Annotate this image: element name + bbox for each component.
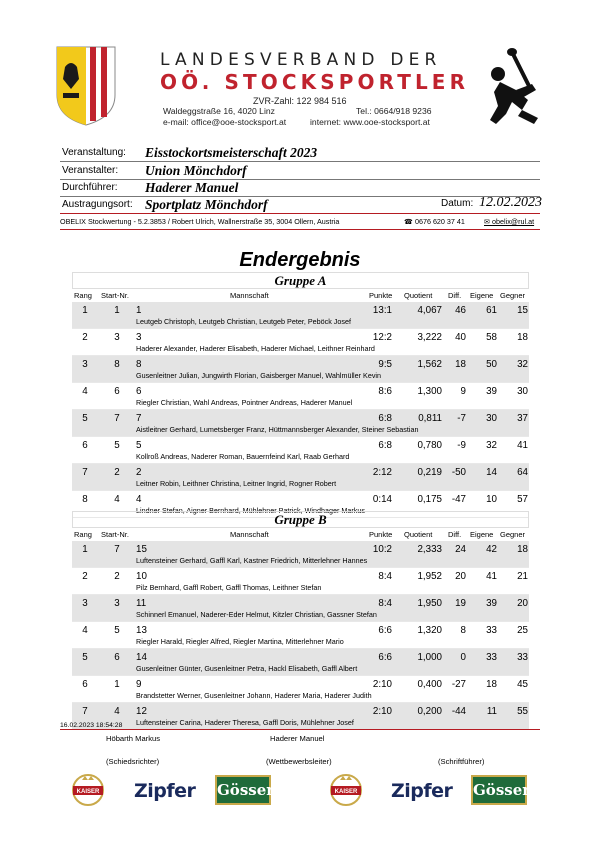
diff-cell: 20 — [455, 571, 466, 582]
start-number-cell: 1 — [114, 679, 120, 690]
team-members: Aistleitner Gerhard, Lumetsberger Franz, Hüttmannsberger Alexander, Steiner Sebastian — [136, 425, 419, 434]
veranstaltung-value: Eisstockortsmeisterschaft 2023 — [145, 145, 318, 160]
col-start: Start-Nr. — [101, 530, 129, 539]
red-divider — [60, 213, 540, 214]
team-members: Pilz Bernhard, Gaffl Robert, Gaffl Thomas, Leithner Stefan — [136, 583, 322, 592]
table-row — [72, 541, 529, 568]
gegner-cell: 41 — [517, 440, 528, 451]
rang-cell: 3 — [82, 359, 88, 370]
eigene-cell: 42 — [486, 544, 497, 555]
referee-name: Höbarth Markus — [106, 734, 161, 743]
gegner-cell: 18 — [517, 544, 528, 555]
team-members: Riegler Harald, Riegler Alfred, Riegler Martina, Mitterlehner Mario — [136, 637, 344, 646]
red-divider — [60, 229, 540, 230]
email-address: e-mail: office@ooe-stocksport.at — [163, 117, 287, 127]
kaiser-logo — [70, 772, 106, 808]
diff-cell: -9 — [457, 440, 466, 451]
gegner-cell: 37 — [517, 413, 528, 424]
start-number-cell: 4 — [114, 494, 120, 505]
start-number-cell: 4 — [114, 706, 120, 717]
zipfer-logo: Zipfer — [134, 780, 196, 802]
team-number-cell: 15 — [136, 544, 147, 555]
obelix-email-address[interactable]: obelix@rul.at — [492, 217, 535, 226]
eigene-cell: 32 — [486, 440, 497, 451]
telephone: Tel.: 0664/918 9236 — [356, 106, 432, 116]
gegner-cell: 25 — [517, 625, 528, 636]
gegner-cell: 20 — [517, 598, 528, 609]
eigene-cell: 14 — [486, 467, 497, 478]
team-number-cell: 8 — [136, 359, 142, 370]
table-row — [72, 649, 529, 676]
team-members: Lindner Stefan, Aigner Bernhard, Mühlehner Patrick, Windhager Markus — [136, 506, 365, 515]
start-number-cell: 8 — [114, 359, 120, 370]
veranstalter-value: Union Mönchdorf — [145, 163, 247, 178]
eigene-cell: 39 — [486, 598, 497, 609]
quotient-cell: 0,175 — [417, 494, 442, 505]
divider — [60, 161, 540, 162]
secretary-role: (Schriftführer) — [438, 757, 485, 766]
punkte-cell: 2:10 — [372, 706, 392, 717]
obelix-phone: ☎ 0676 620 37 41 — [404, 217, 465, 226]
team-members: Brandstetter Werner, Gusenleitner Johann, Haderer Maria, Haderer Judith — [136, 691, 372, 700]
quotient-cell: 0,780 — [417, 440, 442, 451]
team-members: Luftensteiner Gerhard, Gaffl Karl, Kastner Friedrich, Mitterlehner Hannes — [136, 556, 368, 565]
page-title: Endergebnis — [239, 249, 361, 271]
col-eigene: Eigene — [470, 530, 494, 539]
team-number-cell: 7 — [136, 413, 142, 424]
punkte-cell: 6:6 — [378, 625, 392, 636]
durchfuehrer-label: Durchführer: — [62, 182, 118, 193]
gegner-cell: 33 — [517, 652, 528, 663]
diff-cell: -50 — [451, 467, 466, 478]
gegner-cell: 32 — [517, 359, 528, 370]
team-members: Riegler Christian, Wahl Andreas, Pointner Andreas, Haderer Manuel — [136, 398, 353, 407]
quotient-cell: 4,067 — [417, 305, 442, 316]
punkte-cell: 10:2 — [372, 544, 392, 555]
quotient-cell: 1,952 — [417, 571, 442, 582]
rang-cell: 3 — [82, 598, 88, 609]
diff-cell: -27 — [451, 679, 466, 690]
punkte-cell: 2:12 — [372, 467, 392, 478]
quotient-cell: 0,219 — [417, 467, 442, 478]
rang-cell: 2 — [82, 571, 88, 582]
eigene-cell: 61 — [486, 305, 497, 316]
table-row — [72, 676, 529, 703]
veranstalter-label: Veranstalter: — [62, 165, 119, 176]
table-row — [72, 437, 529, 464]
diff-cell: 0 — [460, 652, 466, 663]
start-number-cell: 2 — [114, 571, 120, 582]
quotient-cell: 1,950 — [417, 598, 442, 609]
team-number-cell: 11 — [136, 598, 147, 609]
zipfer-logo: Zipfer — [391, 780, 453, 802]
group-a-heading: Gruppe A — [72, 272, 529, 289]
obelix-credit: OBELIX Stockwertung - 5.2.3853 / Robert Ulrich, Wallnerstraße 35, 3004 Ollern, Austria — [60, 217, 340, 226]
punkte-cell: 6:8 — [378, 413, 392, 424]
team-members: Gusenleitner Julian, Jungwirth Florian, Gaisberger Manuel, Wahlmüller Kevin — [136, 371, 382, 380]
quotient-cell: 1,300 — [417, 386, 442, 397]
col-eigene: Eigene — [470, 291, 494, 300]
quotient-cell: 0,400 — [417, 679, 442, 690]
table-row — [72, 595, 529, 622]
diff-cell: -47 — [451, 494, 466, 505]
federation-title-line2: OÖ. STOCKSPORTLER — [160, 70, 470, 94]
red-divider — [60, 729, 540, 730]
team-number-cell: 1 — [136, 305, 142, 316]
col-diff: Diff. — [448, 291, 462, 300]
eigene-cell: 11 — [486, 706, 497, 717]
upper-austria-crest-logo — [55, 45, 117, 127]
rang-cell: 1 — [82, 305, 88, 316]
veranstaltung-label: Veranstaltung: — [62, 147, 126, 158]
gegner-cell: 64 — [517, 467, 528, 478]
table-row — [72, 410, 529, 437]
goesser-logo: Gösser — [471, 775, 527, 805]
eigene-cell: 33 — [486, 652, 497, 663]
table-row — [72, 464, 529, 491]
diff-cell: 19 — [455, 598, 466, 609]
start-number-cell: 6 — [114, 652, 120, 663]
start-number-cell: 6 — [114, 386, 120, 397]
team-members: Haderer Alexander, Haderer Elisabeth, Haderer Michael, Leithner Reinhard — [136, 344, 375, 353]
punkte-cell: 0:14 — [372, 494, 392, 505]
col-mannschaft: Mannschaft — [230, 530, 269, 539]
table-row — [72, 568, 529, 595]
gegner-cell: 15 — [517, 305, 528, 316]
eigene-cell: 30 — [486, 413, 497, 424]
team-members: Leutgeb Christoph, Leutgeb Christian, Leutgeb Peter, Peböck Josef — [136, 317, 351, 326]
start-number-cell: 3 — [114, 598, 120, 609]
punkte-cell: 9:5 — [378, 359, 392, 370]
kaiser-logo-text: KAISER — [76, 789, 100, 795]
website: internet: www.ooe-stocksport.at — [310, 117, 430, 127]
quotient-cell: 0,811 — [418, 413, 442, 424]
table-row — [72, 329, 529, 356]
obelix-email[interactable]: ✉ obelix@rul.at — [484, 217, 535, 226]
gegner-cell: 45 — [517, 679, 528, 690]
quotient-cell: 1,562 — [417, 359, 442, 370]
diff-cell: 8 — [460, 625, 466, 636]
eigene-cell: 18 — [486, 679, 497, 690]
durchfuehrer-value: Haderer Manuel — [145, 180, 239, 195]
start-number-cell: 7 — [114, 413, 120, 424]
rang-cell: 6 — [82, 679, 88, 690]
gegner-cell: 21 — [517, 571, 528, 582]
team-number-cell: 5 — [136, 440, 142, 451]
team-number-cell: 13 — [136, 625, 147, 636]
rang-cell: 8 — [82, 494, 88, 505]
quotient-cell: 1,000 — [417, 652, 442, 663]
col-quotient: Quotient — [404, 530, 433, 539]
team-number-cell: 4 — [136, 494, 142, 505]
col-gegner: Gegner — [500, 530, 526, 539]
competition-leader-role: (Wettbewerbsleiter) — [266, 757, 332, 766]
divider — [60, 179, 540, 180]
print-timestamp: 16.02.2023 18:54:28 — [60, 722, 123, 729]
goesser-logo: Gösser — [215, 775, 271, 805]
team-number-cell: 2 — [136, 467, 142, 478]
competition-leader-name: Haderer Manuel — [270, 734, 325, 743]
start-number-cell: 3 — [114, 332, 120, 343]
start-number-cell: 5 — [114, 440, 120, 451]
col-punkte: Punkte — [369, 291, 393, 300]
team-number-cell: 3 — [136, 332, 142, 343]
col-punkte: Punkte — [369, 530, 393, 539]
team-number-cell: 14 — [136, 652, 147, 663]
team-number-cell: 6 — [136, 386, 142, 397]
team-members: Gusenleitner Günter, Gusenleitner Petra, Hackl Elisabeth, Gaffl Albert — [136, 664, 358, 673]
team-number-cell: 10 — [136, 571, 147, 582]
punkte-cell: 12:2 — [372, 332, 392, 343]
punkte-cell: 8:4 — [378, 598, 392, 609]
punkte-cell: 8:4 — [378, 571, 392, 582]
col-quotient: Quotient — [404, 291, 433, 300]
start-number-cell: 5 — [114, 625, 120, 636]
austragungsort-label: Austragungsort: — [62, 199, 133, 210]
rang-cell: 5 — [82, 652, 88, 663]
quotient-cell: 1,320 — [417, 625, 442, 636]
diff-cell: -44 — [451, 706, 466, 717]
gegner-cell: 30 — [517, 386, 528, 397]
rang-cell: 4 — [82, 625, 88, 636]
team-members: Schinnerl Emanuel, Naderer-Eder Helmut, Kitzler Christian, Gassner Stefan — [136, 610, 377, 619]
diff-cell: 18 — [455, 359, 466, 370]
col-mannschaft: Mannschaft — [230, 291, 269, 300]
col-rang: Rang — [74, 530, 92, 539]
diff-cell: 40 — [455, 332, 466, 343]
table-row — [72, 356, 529, 383]
quotient-cell: 2,333 — [417, 544, 442, 555]
address: Waldeggstraße 16, 4020 Linz — [163, 106, 275, 116]
punkte-cell: 6:8 — [378, 440, 392, 451]
gegner-cell: 55 — [517, 706, 528, 717]
federation-title-line1: LANDESVERBAND DER — [160, 50, 442, 70]
team-members: Kollroß Andreas, Naderer Roman, Bauernfeind Karl, Raab Gerhard — [136, 452, 350, 461]
punkte-cell: 8:6 — [378, 386, 392, 397]
punkte-cell: 2:10 — [372, 679, 392, 690]
gegner-cell: 18 — [517, 332, 528, 343]
quotient-cell: 3,222 — [417, 332, 442, 343]
team-number-cell: 9 — [136, 679, 142, 690]
col-diff: Diff. — [448, 530, 462, 539]
obelix-phone-number: 0676 620 37 41 — [414, 217, 465, 226]
rang-cell: 6 — [82, 440, 88, 451]
referee-role: (Schiedsrichter) — [106, 757, 160, 766]
rang-cell: 5 — [82, 413, 88, 424]
table-row — [72, 703, 529, 730]
team-number-cell: 12 — [136, 706, 147, 717]
table-row — [72, 383, 529, 410]
col-start: Start-Nr. — [101, 291, 129, 300]
start-number-cell: 2 — [114, 467, 120, 478]
diff-cell: 24 — [455, 544, 466, 555]
rang-cell: 7 — [82, 467, 88, 478]
team-members: Luftensteiner Carina, Haderer Theresa, Gaffl Doris, Mühlehner Josef — [136, 718, 354, 727]
punkte-cell: 13:1 — [372, 305, 392, 316]
rang-cell: 4 — [82, 386, 88, 397]
diff-cell: -7 — [457, 413, 466, 424]
group-b-heading: Gruppe B — [72, 511, 529, 528]
gegner-cell: 57 — [517, 494, 528, 505]
diff-cell: 9 — [460, 386, 466, 397]
eigene-cell: 39 — [486, 386, 497, 397]
eigene-cell: 41 — [486, 571, 497, 582]
start-number-cell: 7 — [114, 544, 120, 555]
quotient-cell: 0,200 — [417, 706, 442, 717]
col-rang: Rang — [74, 291, 92, 300]
eigene-cell: 33 — [486, 625, 497, 636]
curling-player-icon — [482, 44, 544, 130]
rang-cell: 7 — [82, 706, 88, 717]
column-header-row — [72, 529, 529, 541]
datum-label: Datum: — [441, 198, 474, 209]
datum-value: 12.02.2023 — [479, 195, 542, 210]
column-header-row — [72, 290, 529, 302]
col-gegner: Gegner — [500, 291, 526, 300]
eigene-cell: 10 — [486, 494, 497, 505]
table-row — [72, 302, 529, 329]
zvr-number: ZVR-Zahl: 122 984 516 — [253, 96, 347, 106]
rang-cell: 2 — [82, 332, 88, 343]
kaiser-logo — [328, 772, 364, 808]
punkte-cell: 6:6 — [378, 652, 392, 663]
table-row — [72, 622, 529, 649]
team-members: Leitner Robin, Leithner Christina, Leitner Ingrid, Rogner Robert — [136, 479, 337, 488]
eigene-cell: 58 — [486, 332, 497, 343]
rang-cell: 1 — [82, 544, 88, 555]
austragungsort-value: Sportplatz Mönchdorf — [145, 197, 268, 212]
eigene-cell: 50 — [486, 359, 497, 370]
start-number-cell: 1 — [114, 305, 120, 316]
divider — [60, 196, 540, 197]
diff-cell: 46 — [455, 305, 466, 316]
kaiser-logo-text: KAISER — [334, 789, 358, 795]
